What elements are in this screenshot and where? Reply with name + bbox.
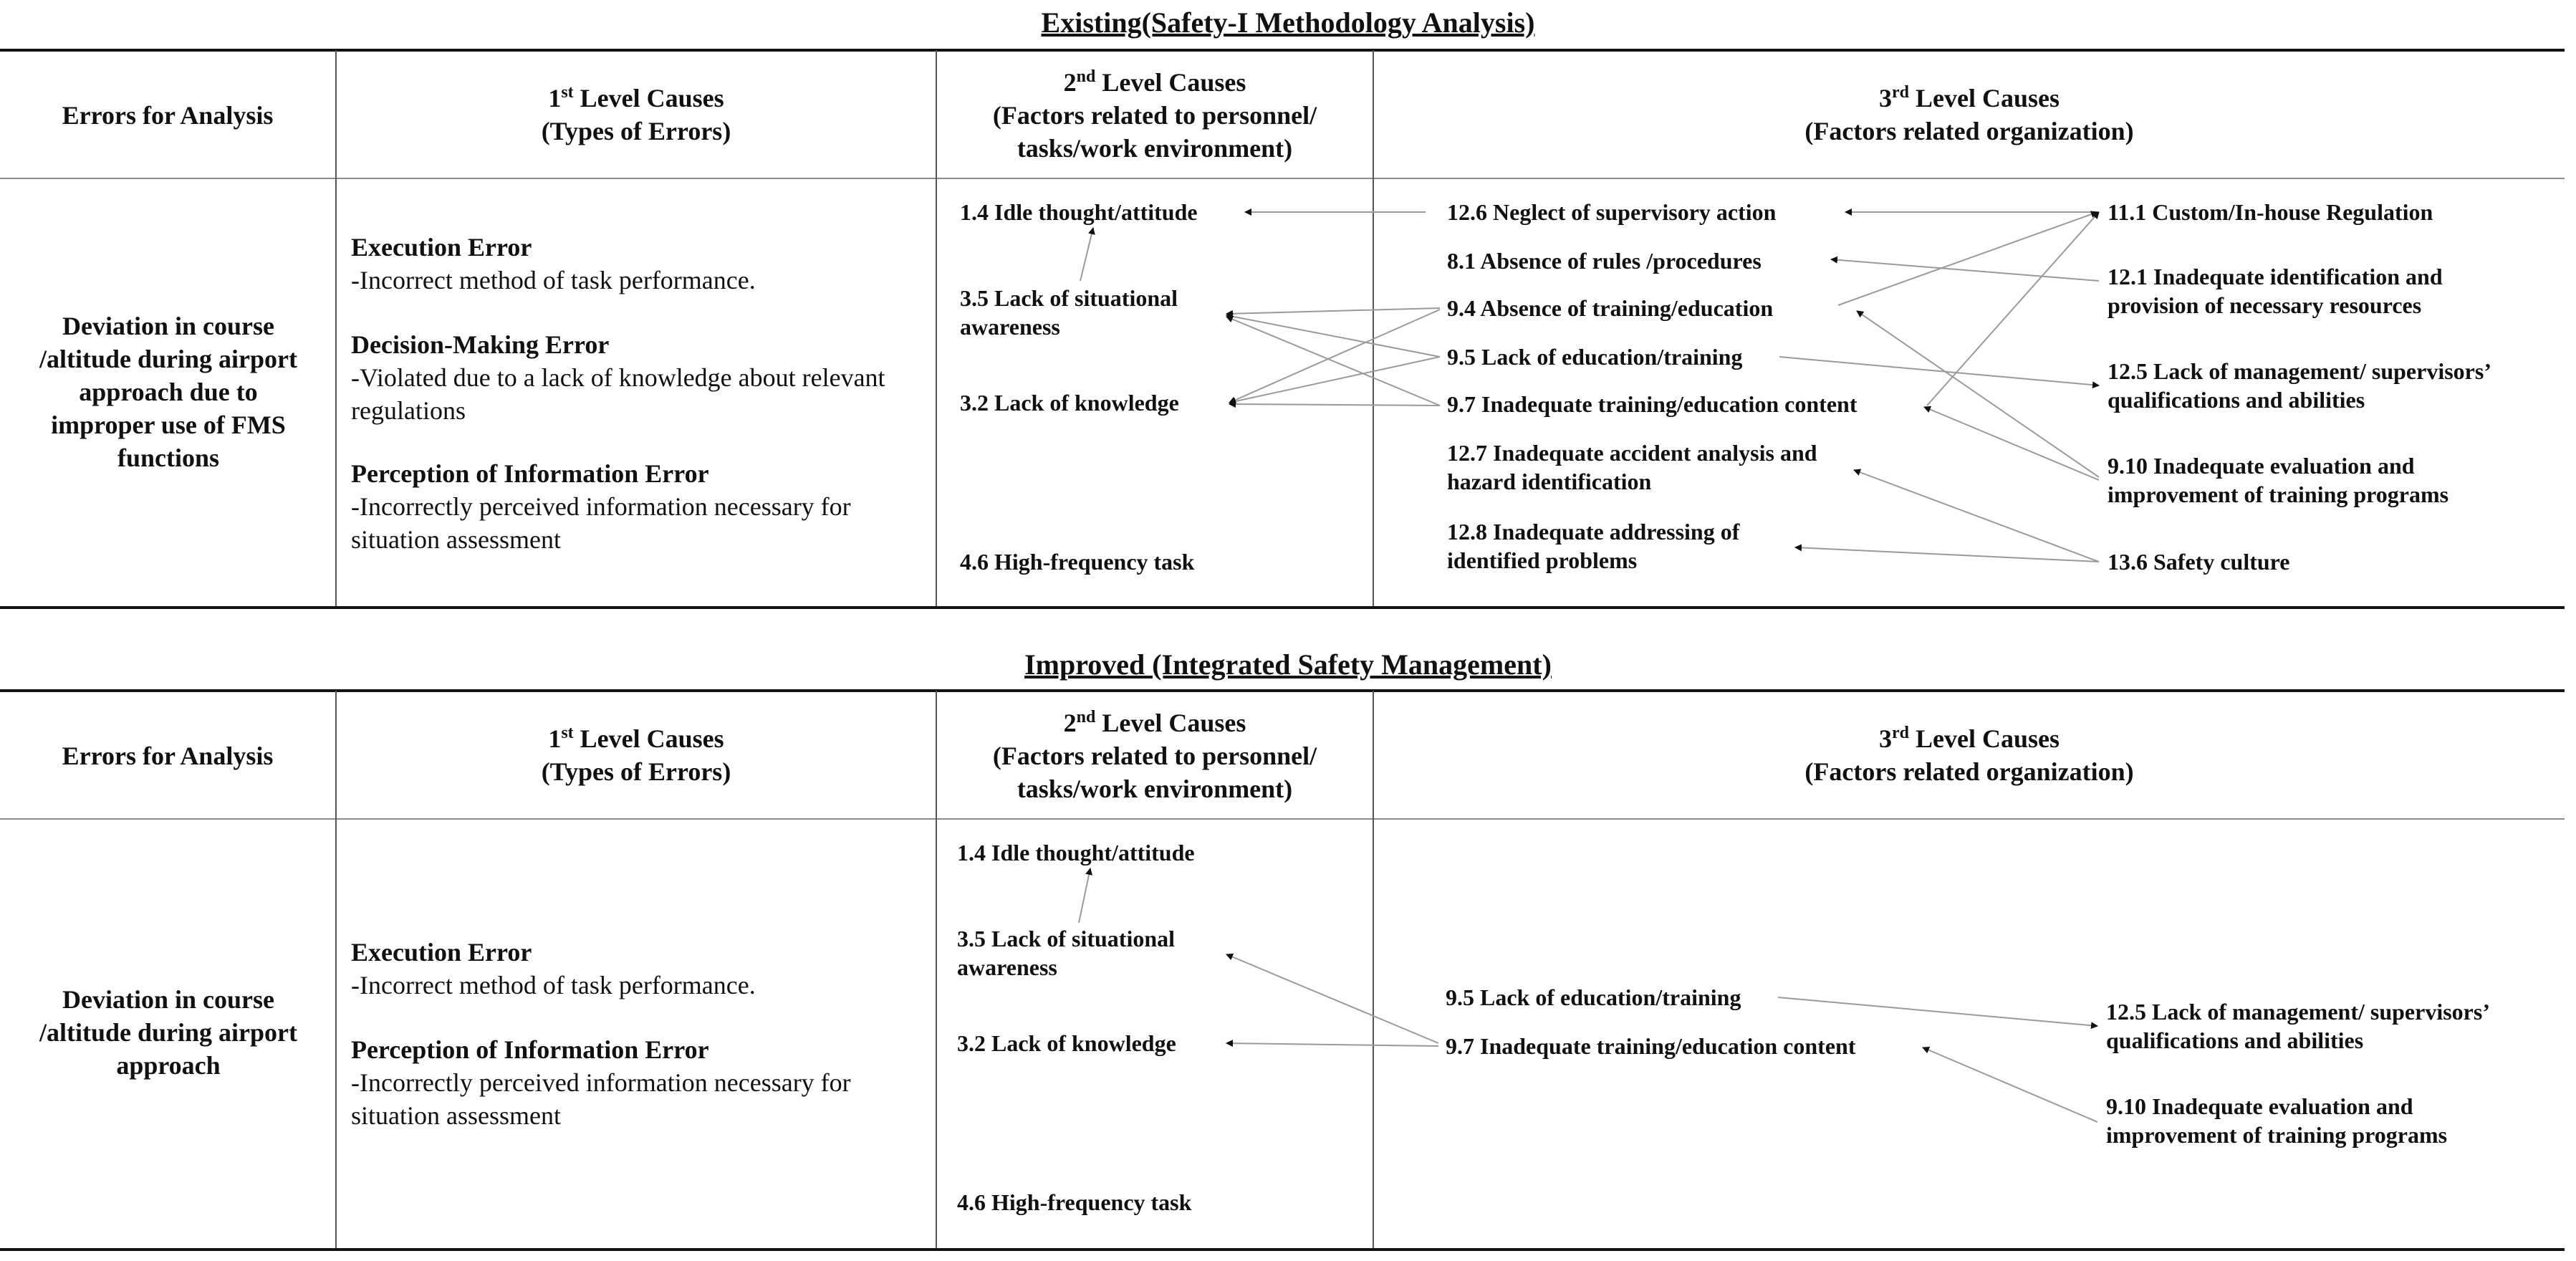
level1-item-execution-improved: Execution Error -Incorrect method of task performance. xyxy=(351,938,756,999)
arrow-9-7-to-3-2-improved xyxy=(1226,1043,1438,1046)
header-level1-improved: 1st Level Causes (Types of Errors) xyxy=(541,724,731,786)
arrow-9-10-to-9-4-existing xyxy=(1857,311,2099,477)
arrow-12-1-to-8-1-existing xyxy=(1831,259,2099,281)
node-12-5-existing: 12.5 Lack of management/ supervisors’ qualifications and abilities xyxy=(2108,358,2490,413)
node-9-5-improved: 9.5 Lack of education/training xyxy=(1446,984,1741,1010)
node-3-2-existing: 3.2 Lack of knowledge xyxy=(960,390,1179,416)
arrow-9-5-to-12-5-improved xyxy=(1778,997,2097,1026)
arrow-9-7-to-3-5-improved xyxy=(1226,954,1438,1043)
node-11-1-existing: 11.1 Custom/In-house Regulation xyxy=(2108,199,2433,225)
node-1-4-improved: 1.4 Idle thought/attitude xyxy=(957,840,1195,866)
arrow-9-5-to-12-5-existing xyxy=(1779,357,2099,385)
arrow-9-5-to-3-5-existing xyxy=(1226,315,1440,357)
header-rule-existing xyxy=(0,178,2565,179)
header-level1-existing: 1st Level Causes (Types of Errors) xyxy=(541,83,731,145)
header-level2-improved: 2nd Level Causes (Factors related to personnel/ tasks/work environment) xyxy=(992,708,1317,803)
arrow-9-10-to-9-7-improved xyxy=(1923,1047,2097,1122)
table-bottom-rule-improved xyxy=(0,1248,2565,1251)
level1-item-decision-existing: Decision-Making Error -Violated due to a lack of knowledge about relevant regulations xyxy=(351,330,885,425)
arrow-9-4-to-3-5-existing xyxy=(1226,308,1440,314)
level1-item-perception-existing: Perception of Information Error -Incorrectly perceived information necessary for situation assessment xyxy=(351,459,851,554)
arrow-13-6-to-12-8-existing xyxy=(1795,547,2099,562)
section-title-improved: Improved (Integrated Safety Management) xyxy=(1024,648,1552,681)
node-9-7-improved: 9.7 Inadequate training/education content xyxy=(1446,1033,1856,1059)
arrow-9-7-to-3-5-existing xyxy=(1226,317,1440,406)
node-12-6-existing: 12.6 Neglect of supervisory action xyxy=(1447,199,1777,225)
node-4-6-existing: 4.6 High-frequency task xyxy=(960,549,1195,575)
arrow-13-6-to-12-7-existing xyxy=(1854,470,2099,562)
node-3-2-improved: 3.2 Lack of knowledge xyxy=(957,1030,1176,1056)
node-1-4-existing: 1.4 Idle thought/attitude xyxy=(960,199,1198,225)
arrow-3-5-to-1-4-improved xyxy=(1079,868,1090,923)
table-top-rule-existing xyxy=(0,49,2565,52)
arrow-9-10-to-9-7-existing xyxy=(1924,407,2099,480)
header-level3-existing: 3rd Level Causes (Factors related organization) xyxy=(1804,83,2134,145)
node-4-6-improved: 4.6 High-frequency task xyxy=(957,1189,1192,1215)
node-12-8-existing: 12.8 Inadequate addressing of identified problems xyxy=(1447,519,1740,573)
level1-item-perception-improved: Perception of Information Error -Incorrectly perceived information necessary for situation assessment xyxy=(351,1035,851,1130)
node-3-5-existing: 3.5 Lack of situational awareness xyxy=(960,285,1178,340)
arrow-9-4-to-11-1-existing xyxy=(1838,212,2097,305)
node-12-7-existing: 12.7 Inadequate accident analysis and hazard identification xyxy=(1447,440,1817,494)
node-9-7-existing: 9.7 Inadequate training/education content xyxy=(1447,391,1857,417)
header-rule-improved xyxy=(0,818,2565,820)
header-errors-existing: Errors for Analysis xyxy=(62,101,274,130)
section-title-existing: Existing(Safety-I Methodology Analysis) xyxy=(1041,6,1535,39)
node-9-10-existing: 9.10 Inadequate evaluation and improvement of training programs xyxy=(2108,453,2449,507)
arrow-9-4-to-3-2-existing xyxy=(1229,310,1440,403)
node-9-5-existing: 9.5 Lack of education/training xyxy=(1447,344,1743,370)
arrow-9-5-to-3-2-existing xyxy=(1229,357,1440,403)
header-level2-existing: 2nd Level Causes (Factors related to personnel/ tasks/work environment) xyxy=(992,67,1317,163)
arrow-9-7-to-3-2-existing xyxy=(1229,404,1440,406)
level1-item-execution-existing: Execution Error -Incorrect method of task performance. xyxy=(351,233,756,294)
node-13-6-existing: 13.6 Safety culture xyxy=(2108,549,2290,575)
node-12-1-existing: 12.1 Inadequate identification and provision of necessary resources xyxy=(2108,264,2443,318)
table-bottom-rule-existing xyxy=(0,606,2565,609)
node-9-10-improved: 9.10 Inadequate evaluation and improvement of training programs xyxy=(2106,1093,2448,1148)
node-8-1-existing: 8.1 Absence of rules /procedures xyxy=(1447,248,1762,274)
node-9-4-existing: 9.4 Absence of training/education xyxy=(1447,295,1774,321)
arrow-3-5-to-1-4-existing xyxy=(1080,228,1093,281)
error-for-analysis-existing: Deviation in course /altitude during airport approach due to improper use of FMS functions xyxy=(39,312,298,472)
table-top-rule-improved xyxy=(0,689,2565,692)
arrow-9-7-to-11-1-existing xyxy=(1927,212,2099,406)
header-level3-improved: 3rd Level Causes (Factors related organization) xyxy=(1804,724,2134,786)
node-12-5-improved: 12.5 Lack of management/ supervisors’ qualifications and abilities xyxy=(2106,999,2489,1053)
error-for-analysis-improved: Deviation in course /altitude during airport approach xyxy=(39,985,298,1080)
node-3-5-improved: 3.5 Lack of situational awareness xyxy=(957,926,1176,980)
header-errors-improved: Errors for Analysis xyxy=(62,742,274,770)
